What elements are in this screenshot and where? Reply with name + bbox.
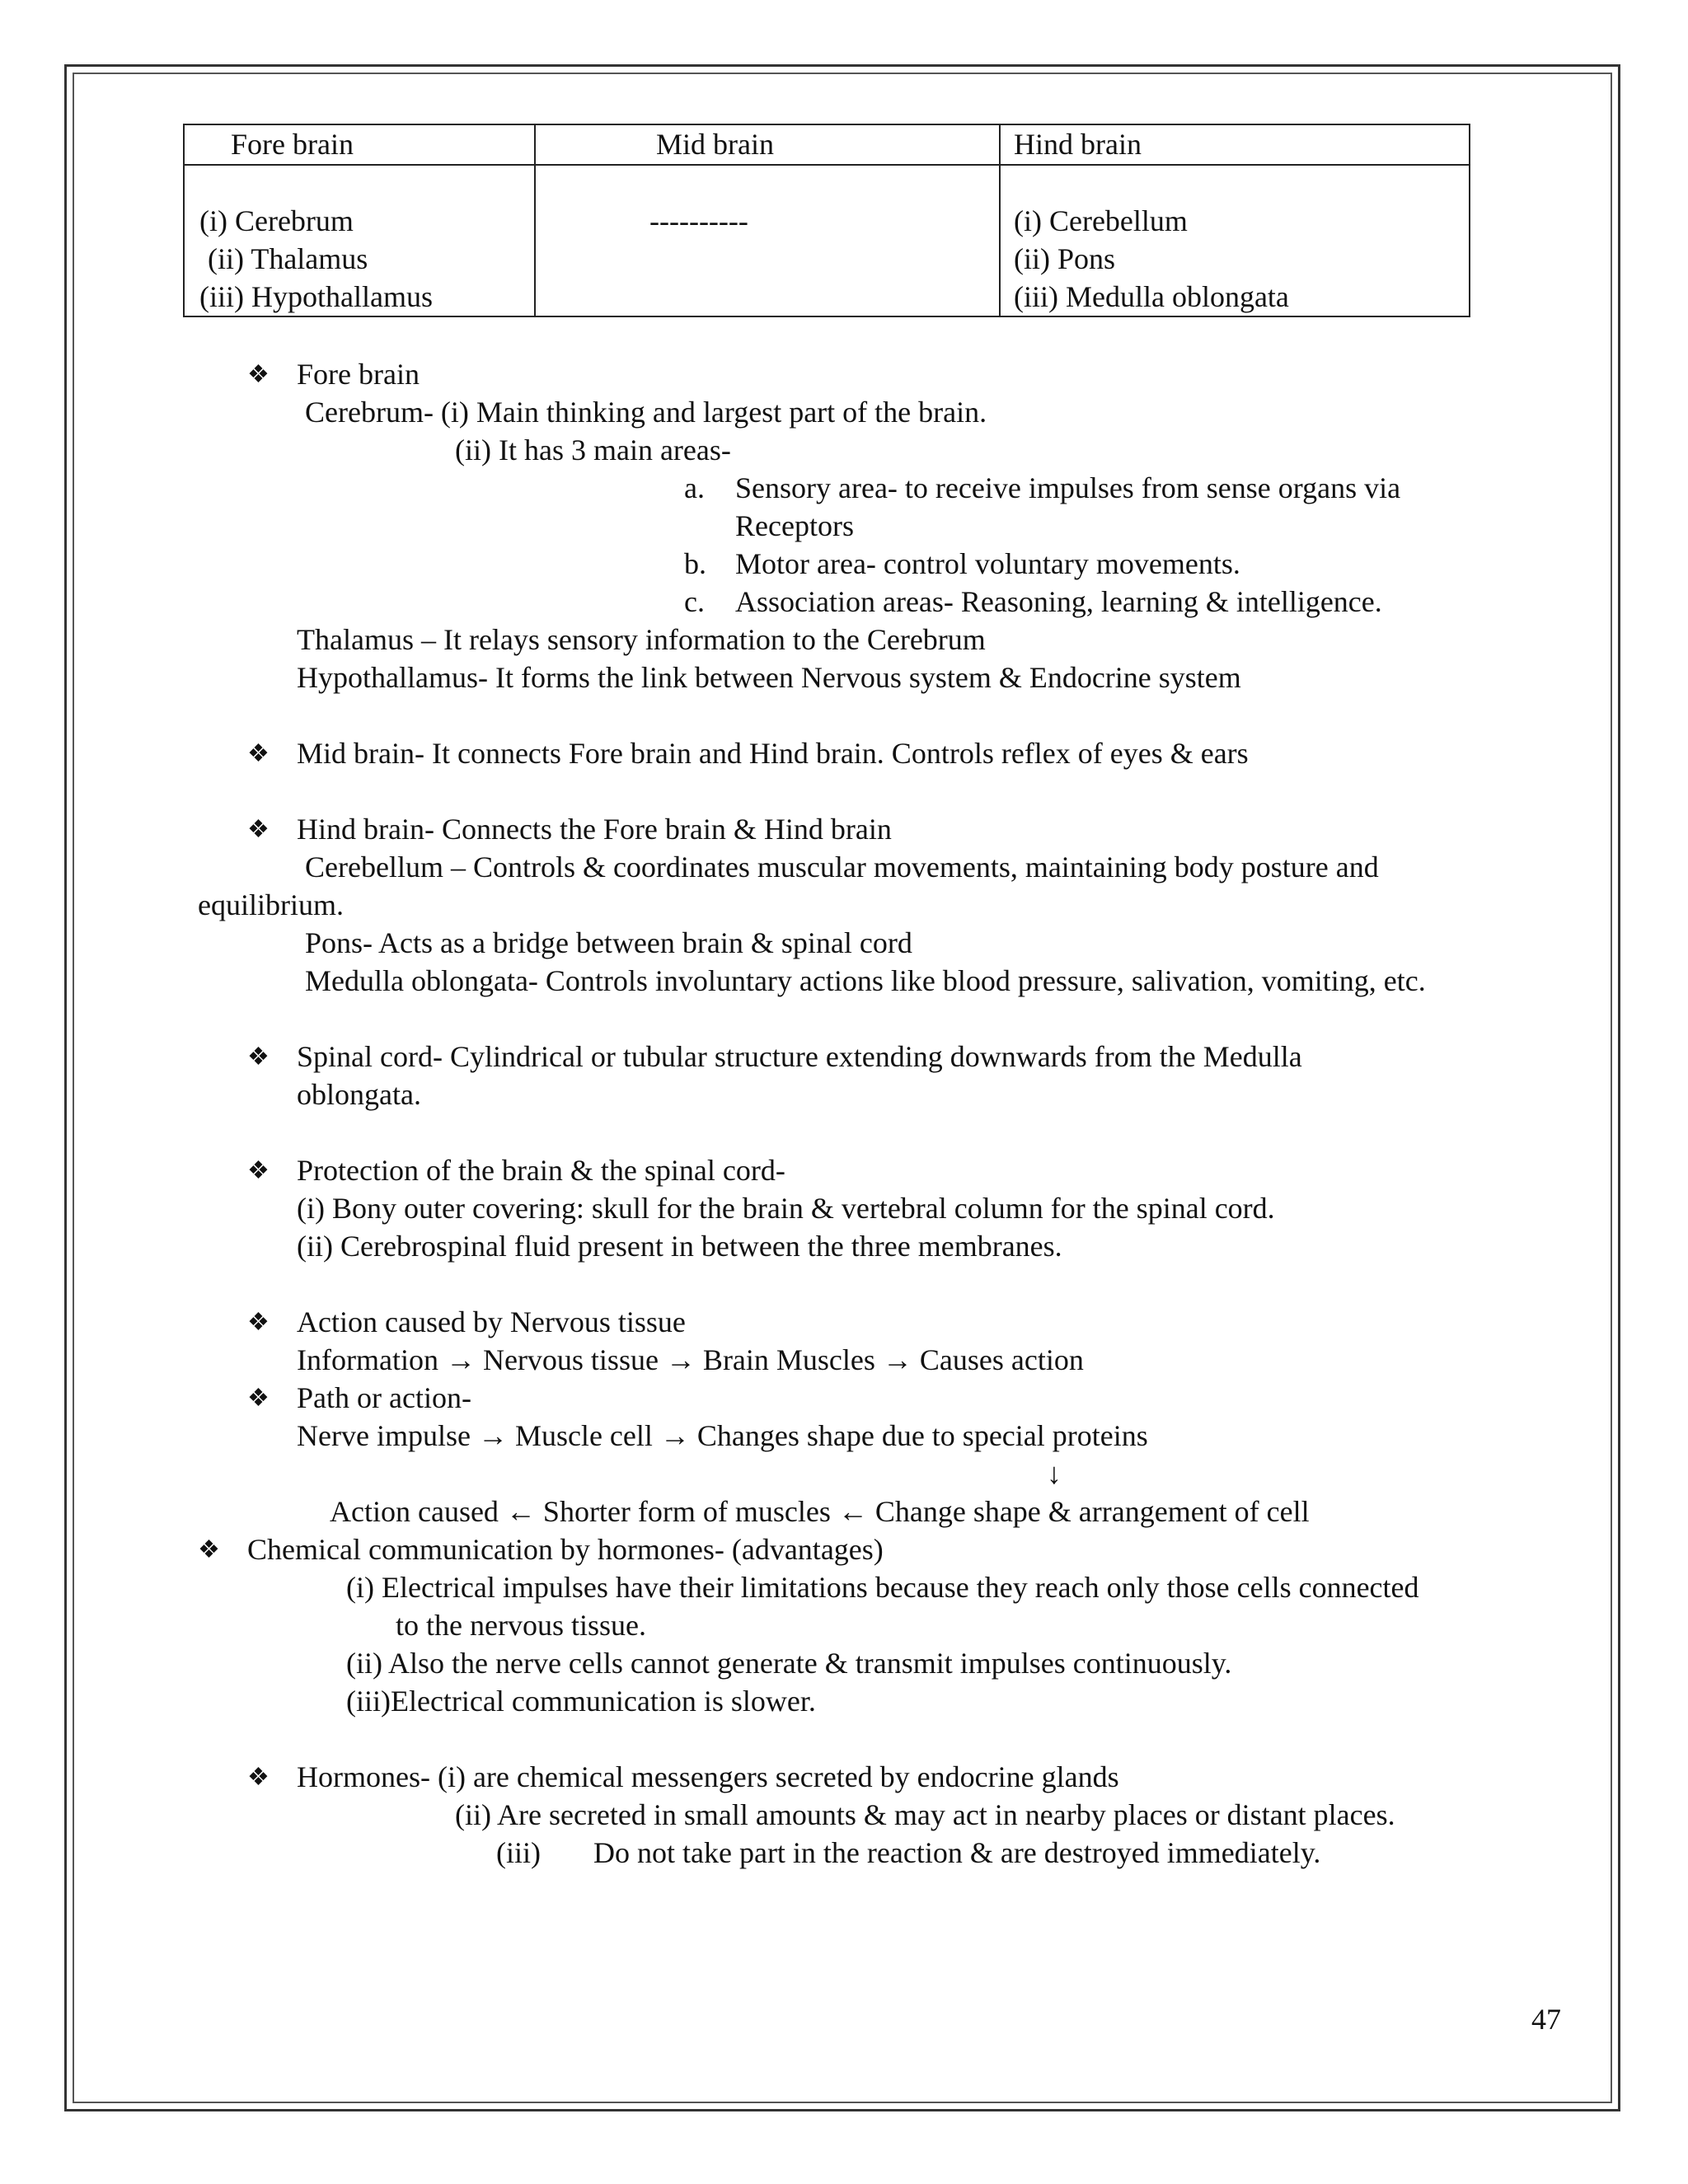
protection-item-2: (ii) Cerebrospinal fluid present in between the three membranes. [297,1230,1062,1263]
path-flow-2: Action caused ← Shorter form of muscles ← Change shape & arrangement of cell [330,1495,1310,1528]
path-flow-1: Nerve impulse → Muscle cell → Changes shape due to special proteins [297,1419,1148,1452]
header-mid-brain-label: Mid brain [656,128,774,161]
header-fore-brain [184,124,535,165]
area-b-text: Motor area- control voluntary movements. [735,547,1240,580]
bullet-icon: ❖ [247,1043,270,1071]
down-arrow-icon: ↓ [1047,1457,1062,1490]
area-c-marker: c. [684,585,705,618]
bullet-icon: ❖ [247,361,270,388]
bullet-icon: ❖ [247,1157,270,1184]
area-a-text: Sensory area- to receive impulses from sense organs via [735,471,1401,504]
area-a-marker: a. [684,471,705,504]
hypothalamus-line: Hypothallamus- It forms the link between Nervous system & Endocrine system [297,661,1241,694]
table-cell: (iii) Hypothallamus [199,280,433,313]
header-hind-brain [1000,124,1470,165]
header-mid-brain [535,124,1000,165]
bullet-icon: ❖ [247,740,270,767]
chemical-item-1-continued: to the nervous tissue. [396,1609,646,1642]
action-heading: Action caused by Nervous tissue [297,1305,686,1338]
bullet-icon: ❖ [247,816,270,843]
table-header-row [184,124,1470,165]
table-cell: (ii) Thalamus [208,242,368,275]
table-cell: (ii) Pons [1014,242,1116,275]
table-cell: (iii) Medulla oblongata [1014,280,1289,313]
spinal-cord-line-2: oblongata. [297,1078,421,1111]
chemical-item-2: (ii) Also the nerve cells cannot generate & transmit impulses continuously. [346,1647,1232,1680]
cerebrum-line-2: (ii) It has 3 main areas- [455,434,731,466]
hormones-line-3-marker: (iii) [496,1836,541,1869]
hormones-line-1: Hormones- (i) are chemical messengers secreted by endocrine glands [297,1760,1119,1793]
hormones-line-3: Do not take part in the reaction & are destroyed immediately. [593,1836,1321,1869]
thalamus-line: Thalamus – It relays sensory information to the Cerebrum [297,623,986,656]
pons-line: Pons- Acts as a bridge between brain & spinal cord [305,926,912,959]
table-cell: (i) Cerebellum [1014,204,1188,237]
spinal-cord-line-1: Spinal cord- Cylindrical or tubular structure extending downwards from the Medulla [297,1040,1302,1073]
fore-brain-heading: Fore brain [297,358,420,391]
hind-brain-heading: Hind brain- Connects the Fore brain & Hind brain [297,813,892,846]
table-body-row [184,165,1470,316]
header-hind-brain-label: Hind brain [1014,128,1142,161]
fore-brain-cell [184,165,535,316]
table-cell: (i) Cerebrum [199,204,354,237]
bullet-icon: ❖ [247,1385,270,1412]
chemical-item-1: (i) Electrical impulses have their limitations because they reach only those cells connected [346,1571,1419,1604]
chemical-item-3: (iii)Electrical communication is slower. [346,1685,816,1718]
action-flow: Information → Nervous tissue → Brain Muscles → Causes action [297,1343,1084,1376]
hind-brain-cell [1000,165,1470,316]
page-number: 47 [1531,2003,1561,2036]
cerebrum-line-1: Cerebrum- (i) Main thinking and largest part of the brain. [305,396,987,429]
hormones-line-2: (ii) Are secreted in small amounts & may act in nearby places or distant places. [455,1798,1395,1831]
mid-brain-line: Mid brain- It connects Fore brain and Hind brain. Controls reflex of eyes & ears [297,737,1249,770]
cerebellum-continued: equilibrium. [198,888,344,921]
area-c-text: Association areas- Reasoning, learning & intelligence. [735,585,1382,618]
mid-brain-cell [535,165,1000,316]
area-b-marker: b. [684,547,706,580]
cerebellum-line: Cerebellum – Controls & coordinates muscular movements, maintaining body posture and [305,851,1379,883]
header-fore-brain-label: Fore brain [231,128,354,161]
protection-item-1: (i) Bony outer covering: skull for the brain & vertebral column for the spinal cord. [297,1192,1275,1225]
area-a-continued: Receptors [735,509,854,542]
path-heading: Path or action- [297,1381,471,1414]
table-cell: ---------- [649,204,748,237]
bullet-icon: ❖ [247,1764,270,1791]
bullet-icon: ❖ [247,1309,270,1336]
chemical-heading: Chemical communication by hormones- (advantages) [247,1533,884,1566]
protection-heading: Protection of the brain & the spinal cord- [297,1154,785,1187]
bullet-icon: ❖ [198,1536,220,1563]
brain-parts-table [183,124,1470,317]
medulla-line: Medulla oblongata- Controls involuntary actions like blood pressure, salivation, vomiting, etc. [305,964,1426,997]
